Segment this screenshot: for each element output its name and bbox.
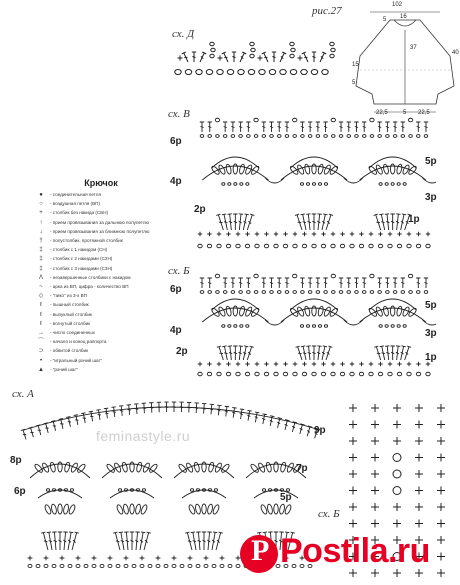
legend-symbol-icon: ↓ <box>39 228 43 235</box>
dim-top: 102 <box>392 2 403 8</box>
legend-item <box>32 312 170 318</box>
legend-item <box>32 247 170 253</box>
legend-text: - пышный столбик <box>50 302 89 308</box>
legend-symbol-icon: ▲ <box>38 366 44 373</box>
legend-symbol-icon: ● <box>39 192 43 198</box>
legend-item <box>32 302 170 308</box>
legend-symbol-icon: ‡ <box>39 265 43 272</box>
legend-item <box>32 192 170 198</box>
dim-cuff: 5 <box>352 80 356 86</box>
legend-item <box>32 339 170 345</box>
legend-item <box>32 321 170 327</box>
legend-item <box>32 330 170 336</box>
legend-text: - обвитой столбик <box>50 348 89 354</box>
scheme-b-row-3: 3р <box>425 328 437 339</box>
legend-symbol-icon: + <box>39 210 43 217</box>
dim-side: 15 <box>352 62 359 68</box>
scheme-d-label: сх. Д <box>172 28 195 40</box>
dim-length: 40 <box>452 50 459 56</box>
symbol-legend <box>32 178 170 378</box>
scheme-b-diagram <box>196 270 436 382</box>
legend-symbol-icon: ◇ <box>38 293 44 300</box>
legend-item <box>32 210 170 216</box>
legend-text: - столбик без накида (СБН) <box>50 210 109 216</box>
legend-text: - арка из ВП, цифра - количество ВП <box>50 284 129 289</box>
legend-item <box>32 348 170 354</box>
legend-item <box>32 358 170 364</box>
dim-bottom-right: 22,5 <box>418 110 430 116</box>
watermark-text: feminastyle.ru <box>96 428 191 444</box>
figure-title: рис.27 <box>312 5 342 17</box>
scheme-v-row-5: 5р <box>425 156 437 167</box>
legend-symbol-icon: ○ <box>39 201 43 208</box>
legend-item <box>32 284 170 290</box>
legend-text: - воздушная петля (ВП) <box>50 201 100 207</box>
scheme-a-label: сх. А <box>12 388 34 400</box>
scheme-a-row-9: 9р <box>314 425 326 436</box>
scheme-v-label: сх. В <box>168 108 190 120</box>
legend-symbol-icon: ↑ <box>39 219 43 226</box>
legend-text: - соединительная петля <box>50 192 101 197</box>
legend-text: - число соединенных <box>50 330 95 335</box>
legend-text: - начало и конец раппорта <box>50 339 107 345</box>
garment-sketch <box>350 8 460 118</box>
legend-text: - "рачий шаг" <box>50 366 78 372</box>
legend-text: - столбик с 1 накидом (СН) <box>50 247 108 253</box>
legend-symbol-icon: • <box>39 357 43 364</box>
legend-symbol-icon: ‡ <box>39 247 43 254</box>
scheme-v-diagram <box>196 110 436 252</box>
legend-text: - "пико" из 3-х ВП <box>50 293 87 299</box>
legend-symbol-icon: → <box>38 330 44 336</box>
legend-text: - прием провязывания за ближнюю полупетлю <box>50 228 150 234</box>
scheme-b-label: сх. Б <box>168 265 190 277</box>
scheme-a-row-8: 8р <box>10 455 22 466</box>
legend-symbol-icon: Λ <box>38 274 43 281</box>
legend-symbol-icon: ℓ <box>40 320 42 327</box>
scheme-v-row-3: 3р <box>425 192 437 203</box>
legend-text: - "игральный рачий шаг" <box>50 357 102 363</box>
legend-text: - столбик с 2 накидами (С2Н) <box>50 256 113 262</box>
legend-item <box>32 201 170 207</box>
postila-logo-glyph: P <box>251 534 270 567</box>
legend-item <box>32 266 170 272</box>
dim-front: 5 <box>383 17 387 23</box>
legend-item <box>32 256 170 262</box>
scheme-b-row-4: 4р <box>170 325 182 336</box>
legend-item <box>32 229 170 235</box>
scheme-v-row-4: 4р <box>170 176 182 187</box>
legend-symbol-icon: ⌒ <box>37 339 44 346</box>
legend-text: - прием провязывания за дальнюю полупетлю <box>50 219 149 225</box>
legend-item <box>32 238 170 244</box>
scheme-b-row-6: 6р <box>170 284 182 295</box>
scheme-a-row-6: 6р <box>14 486 26 497</box>
scheme-a-row-5: 5р <box>280 492 292 503</box>
scheme-b-row-2: 2р <box>176 346 188 357</box>
scheme-b-row-5: 5р <box>425 300 437 311</box>
dim-neck: 16 <box>400 14 407 20</box>
legend-item <box>32 220 170 226</box>
dim-bottom-left: 22,5 <box>376 110 388 116</box>
legend-item <box>32 275 170 281</box>
legend-symbol-icon: † <box>39 238 43 244</box>
legend-text: - вогнутый столбик <box>50 320 91 326</box>
legend-text: - выпуклый столбик <box>50 311 92 317</box>
legend-text: - незавершенные столбики с накидом <box>50 274 131 280</box>
scheme-b-row-1: 1р <box>425 352 437 363</box>
postila-logo-text: Postila.ru <box>280 532 430 570</box>
scheme-a-row-7: 7р <box>296 463 308 474</box>
scheme-v-row-1: 1р <box>408 214 420 225</box>
legend-symbol-icon: ℓ <box>40 302 42 309</box>
legend-symbol-icon: ⊃ <box>38 348 44 355</box>
legend-text: - полустолбик, протяжной столбик <box>50 238 123 243</box>
scheme-b2-label: сх. Б <box>318 508 340 520</box>
legend-item <box>32 293 170 299</box>
scheme-v-row-2: 2р <box>194 204 206 215</box>
dim-yoke: 37 <box>410 45 417 51</box>
legend-title: Крючок <box>84 178 118 188</box>
legend-text: - столбик с 3 накидами (С3Н) <box>50 265 113 271</box>
scheme-d-diagram <box>170 38 340 80</box>
legend-symbol-icon: ‡ <box>39 256 43 263</box>
legend-symbol-icon: ~ <box>39 284 43 290</box>
dim-bottom-center: 5 <box>403 110 407 116</box>
scheme-v-row-6: 6р <box>170 136 182 147</box>
legend-item <box>32 367 170 373</box>
legend-symbol-icon: ℓ <box>40 311 42 318</box>
